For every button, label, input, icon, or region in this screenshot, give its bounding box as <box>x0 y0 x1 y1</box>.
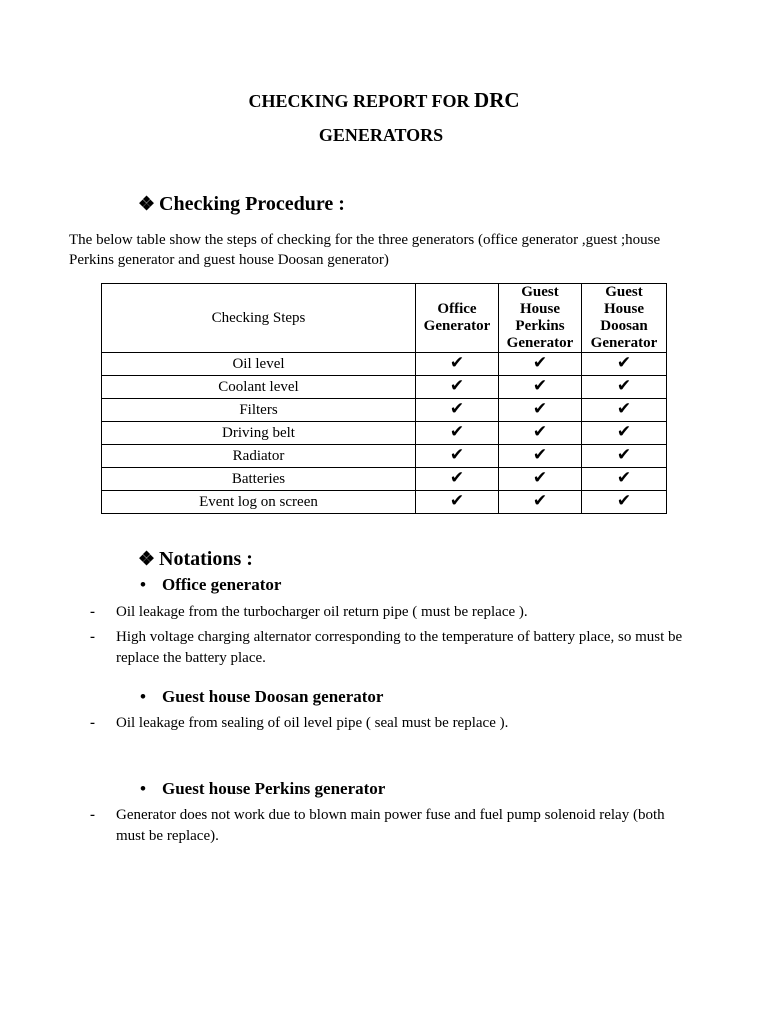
check-cell <box>582 353 667 376</box>
notation-text: Generator does not work due to blown main power fuse and fuel pump solenoid relay (both must be replace). <box>116 807 665 844</box>
check-icon: ✔ <box>449 491 465 511</box>
list-item <box>90 627 690 669</box>
checking-procedure-label: Checking Procedure : <box>159 193 345 215</box>
check-icon: ✔ <box>532 491 548 511</box>
check-cell <box>582 445 667 468</box>
check-cell <box>582 468 667 491</box>
check-cell <box>499 468 582 491</box>
check-icon: ✔ <box>616 422 632 442</box>
check-icon: ✔ <box>616 491 632 511</box>
check-icon: ✔ <box>449 376 465 396</box>
doosan-generator-heading <box>140 687 383 707</box>
checking-steps-table <box>101 283 667 514</box>
check-cell <box>499 399 582 422</box>
dash-icon: - <box>90 629 95 645</box>
header-perkins-l3: Perkins <box>515 318 565 334</box>
bullet-icon: • <box>140 779 146 798</box>
header-perkins-l1: Guest <box>521 284 559 300</box>
check-cell <box>416 445 499 468</box>
header-office-l2: Generator <box>423 318 491 334</box>
step-cell: Event log on screen <box>102 491 416 514</box>
check-cell <box>416 376 499 399</box>
notation-text: Oil leakage from the turbocharger oil return pipe ( must be replace ). <box>116 604 528 620</box>
check-cell <box>499 445 582 468</box>
header-perkins-l2: House <box>519 301 560 317</box>
check-icon: ✔ <box>616 353 632 373</box>
notation-text: Oil leakage from sealing of oil level pipe ( seal must be replace ). <box>116 715 509 731</box>
check-cell <box>416 353 499 376</box>
header-doosan-l4: Generator <box>590 335 658 351</box>
title-prefix: CHECKING REPORT FOR <box>248 91 470 111</box>
bullet-icon: • <box>140 687 146 706</box>
check-cell <box>416 491 499 514</box>
header-perkins-l4: Generator <box>506 335 574 351</box>
table-row <box>102 399 667 422</box>
check-icon: ✔ <box>449 353 465 373</box>
check-cell <box>582 376 667 399</box>
table-row <box>102 468 667 491</box>
check-icon: ✔ <box>449 468 465 488</box>
check-icon: ✔ <box>532 376 548 396</box>
list-item <box>90 805 690 847</box>
header-doosan-generator <box>582 284 667 353</box>
table-row <box>102 422 667 445</box>
check-icon: ✔ <box>532 445 548 465</box>
header-office-l1: Office <box>437 301 477 317</box>
report-title-line2: GENERATORS <box>318 125 444 145</box>
list-item <box>90 713 690 734</box>
check-icon: ✔ <box>616 445 632 465</box>
bullet-icon: • <box>140 575 146 594</box>
check-icon: ✔ <box>449 445 465 465</box>
report-title-line1 <box>0 88 768 113</box>
dash-icon: - <box>90 715 95 731</box>
step-cell: Coolant level <box>102 376 416 399</box>
step-cell: Radiator <box>102 445 416 468</box>
step-cell: Oil level <box>102 353 416 376</box>
check-cell <box>582 399 667 422</box>
check-icon: ✔ <box>532 353 548 373</box>
office-generator-heading <box>140 575 281 595</box>
check-cell <box>582 422 667 445</box>
table-row <box>102 353 667 376</box>
perkins-generator-title: Guest house Perkins generator <box>162 779 386 798</box>
diamond-bullet-icon: ❖ <box>138 549 156 570</box>
check-icon: ✔ <box>616 376 632 396</box>
perkins-generator-heading <box>140 779 385 799</box>
check-cell <box>499 376 582 399</box>
check-cell <box>416 399 499 422</box>
check-cell <box>416 468 499 491</box>
header-doosan-l1: Guest <box>605 284 643 300</box>
doosan-generator-title: Guest house Doosan generator <box>162 687 384 706</box>
step-cell: Driving belt <box>102 422 416 445</box>
check-icon: ✔ <box>532 422 548 442</box>
check-icon: ✔ <box>449 399 465 419</box>
table-row <box>102 445 667 468</box>
notation-text: High voltage charging alternator corresponding to the temperature of battery place, so must be replace the battery place. <box>116 629 683 666</box>
table-row <box>102 376 667 399</box>
diamond-bullet-icon: ❖ <box>138 194 156 215</box>
check-cell <box>416 422 499 445</box>
check-icon: ✔ <box>449 422 465 442</box>
check-icon: ✔ <box>532 468 548 488</box>
dash-icon: - <box>90 807 95 823</box>
checking-procedure-heading <box>138 193 345 216</box>
notations-label: Notations : <box>159 548 253 570</box>
header-perkins-generator <box>499 284 582 353</box>
header-doosan-l3: Doosan <box>600 318 648 334</box>
check-cell <box>499 353 582 376</box>
check-icon: ✔ <box>616 468 632 488</box>
office-generator-title: Office generator <box>162 575 282 594</box>
check-cell <box>499 491 582 514</box>
table-row <box>102 491 667 514</box>
check-icon: ✔ <box>616 399 632 419</box>
notations-heading <box>138 548 253 571</box>
step-cell: Batteries <box>102 468 416 491</box>
header-checking-steps: Checking Steps <box>102 284 416 353</box>
step-cell: Filters <box>102 399 416 422</box>
intro-paragraph: The below table show the steps of checking for the three generators (office generator ,guest ;house Perkins generator and guest house Doosan generator) <box>69 232 661 268</box>
header-doosan-l2: House <box>603 301 644 317</box>
table-header-row <box>102 284 667 353</box>
header-office-generator <box>416 284 499 353</box>
title-drc: DRC <box>474 88 520 112</box>
check-cell <box>499 422 582 445</box>
dash-icon: - <box>90 604 95 620</box>
check-cell <box>582 491 667 514</box>
check-icon: ✔ <box>532 399 548 419</box>
list-item <box>90 602 690 623</box>
